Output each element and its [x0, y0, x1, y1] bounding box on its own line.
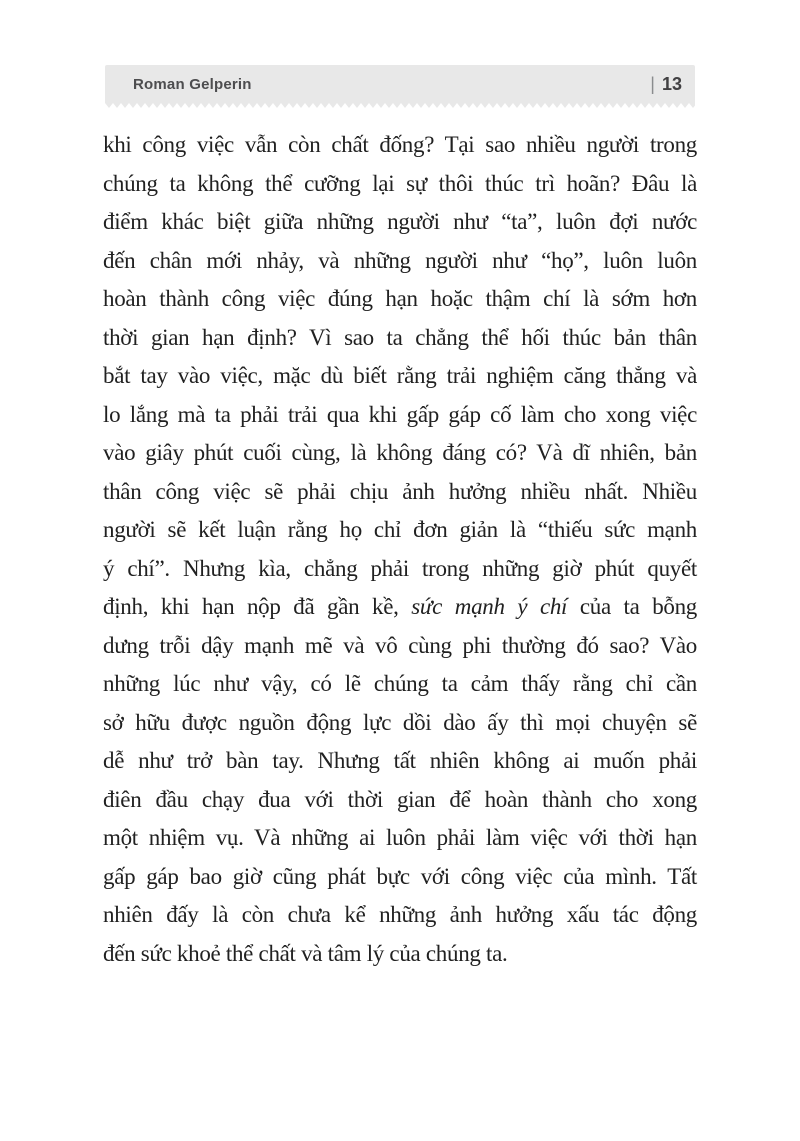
page-body-text	[103, 126, 697, 973]
text-line	[103, 319, 697, 358]
text-segment: những lúc như vậy, có lẽ chúng ta cảm thấy rằng chỉ cần	[103, 671, 697, 696]
text-line	[103, 627, 697, 666]
text-segment: lo lắng mà ta phải trải qua khi gấp gáp cố làm cho xong việc	[103, 401, 697, 427]
text-line	[103, 665, 697, 704]
text-segment: hoàn thành công việc đúng hạn hoặc thậm chí là sớm hơn	[103, 286, 697, 311]
text-line	[103, 396, 697, 435]
page-number-separator: |	[650, 73, 655, 94]
header-perforated-edge-decoration	[105, 103, 695, 108]
text-line	[103, 935, 697, 974]
text-segment: điểm khác biệt giữa những người như “ta”, luôn đợi nước	[103, 209, 697, 234]
text-line	[103, 165, 697, 204]
text-line	[103, 704, 697, 743]
text-line	[103, 742, 697, 781]
text-line	[103, 896, 697, 935]
text-line	[103, 588, 697, 627]
text-line	[103, 473, 697, 512]
text-segment: định, khi hạn nộp đã gần kề,	[103, 594, 412, 619]
text-line	[103, 819, 697, 858]
text-segment: người sẽ kết luận rằng họ chỉ đơn giản là “thiếu sức mạnh	[103, 517, 697, 542]
text-segment: thân công việc sẽ phải chịu ảnh hưởng nhiều nhất. Nhiều	[103, 478, 697, 504]
text-line	[103, 203, 697, 242]
text-line	[103, 126, 697, 165]
text-segment: đến sức khoẻ thể chất và tâm lý của chúng ta.	[103, 940, 508, 966]
text-line	[103, 280, 697, 319]
text-segment: sở hữu được nguồn động lực dồi dào ấy thì mọi chuyện sẽ	[103, 709, 697, 735]
text-segment: gấp gáp bao giờ cũng phát bực với công việc của mình. Tất	[103, 863, 697, 889]
author-name: Roman Gelperin	[133, 75, 252, 93]
text-segment: dưng trỗi dậy mạnh mẽ và vô cùng phi thường đó sao? Vào	[103, 632, 697, 658]
text-segment: nhiên đấy là còn chưa kể những ảnh hưởng xấu tác động	[103, 902, 697, 927]
text-line	[103, 511, 697, 550]
text-segment: ý chí”. Nhưng kìa, chẳng phải trong những giờ phút quyết	[103, 555, 697, 581]
page-number-group	[650, 74, 682, 95]
text-line	[103, 434, 697, 473]
text-line	[103, 858, 697, 897]
text-segment: khi công việc vẫn còn chất đống? Tại sao nhiều người trong	[103, 132, 697, 157]
text-segment: điên đầu chạy đua với thời gian để hoàn thành cho xong	[103, 786, 697, 812]
text-segment: đến chân mới nhảy, và những người như “họ”, luôn luôn	[103, 247, 697, 273]
text-segment: chúng ta không thể cưỡng lại sự thôi thúc trì hoãn? Đâu là	[103, 170, 697, 196]
text-segment: bắt tay vào việc, mặc dù biết rằng trải nghiệm căng thẳng và	[103, 363, 697, 388]
emphasized-phrase: sức mạnh ý chí	[411, 594, 568, 619]
page-header	[105, 65, 695, 103]
text-segment: vào giây phút cuối cùng, là không đáng có? Và dĩ nhiên, bản	[103, 440, 697, 465]
text-line	[103, 357, 697, 396]
text-segment: thời gian hạn định? Vì sao ta chẳng thể hối thúc bản thân	[103, 324, 697, 350]
page-number: 13	[661, 73, 682, 94]
text-segment: của ta bỗng	[567, 594, 698, 619]
text-line	[103, 550, 697, 589]
text-line	[103, 781, 697, 820]
text-segment: một nhiệm vụ. Và những ai luôn phải làm việc với thời hạn	[103, 825, 697, 850]
text-line	[103, 242, 697, 281]
text-segment: dễ như trở bàn tay. Nhưng tất nhiên không ai muốn phải	[103, 748, 697, 773]
